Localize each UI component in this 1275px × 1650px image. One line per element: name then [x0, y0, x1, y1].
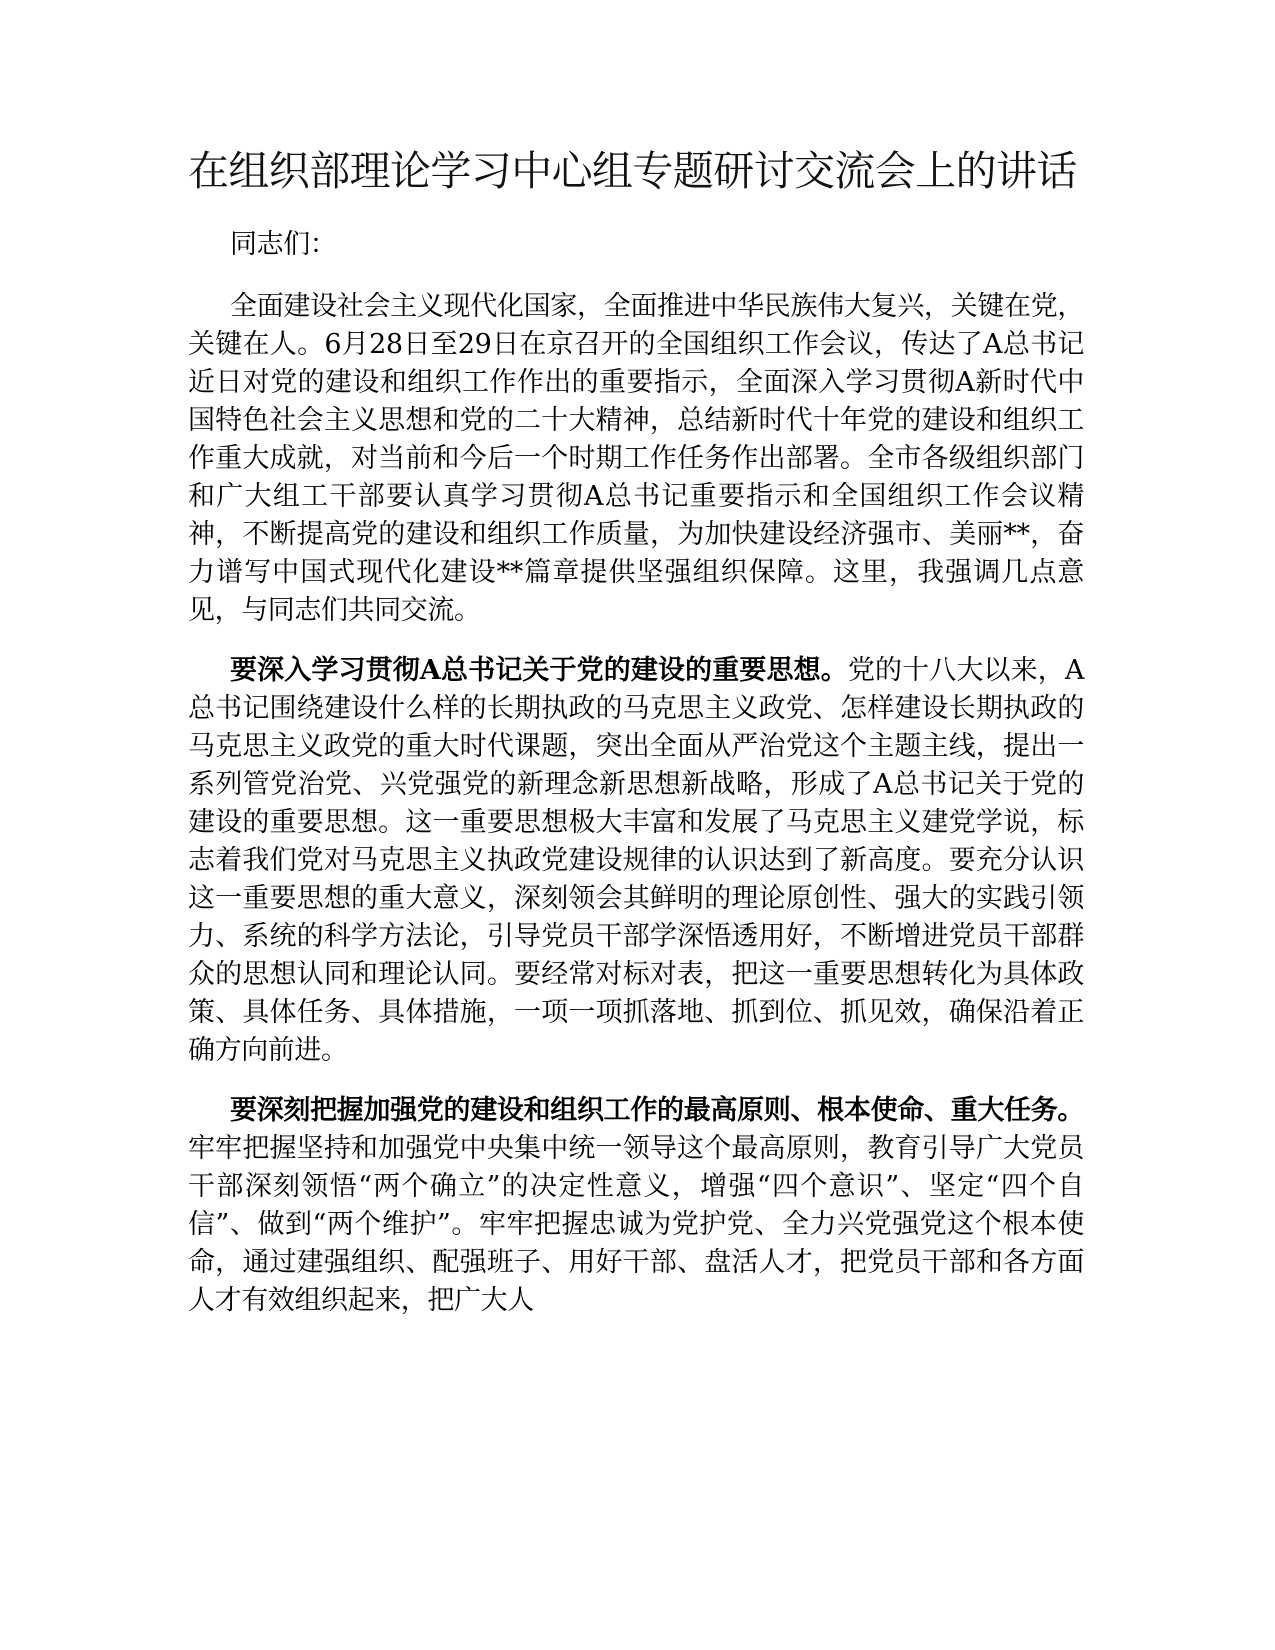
paragraph-party-building-thought — [188, 652, 1084, 1070]
paragraph-text: 党的十八大以来，A总书记围绕建设什么样的长期执政的马克思主义政党、怎样建设长期执政的马克思主义政党的重大时代课题，突出全面从严治党这个主题主线，提出一系列管党治党、兴党强党的新理念新思想新战略，形成了A总书记关于党的建设的重要思想。这一重要思想极大丰富和发展了马克思主义建党学说，标志着我们党对马克思主义执政党建设规律的认识达到了新高度。要充分认识这一重要思想的重大意义，深刻领会其鲜明的理论原创性、强大的实践引领力、系统的科学方法论，引导党员干部学深悟透用好，不断增进党员干部群众的思想认同和理论认同。要经常对标对表，把这一重要思想转化为具体政策、具体任务、具体措施，一项一项抓落地、抓到位、抓见效，确保沿着正确方向前进。 — [188, 655, 1084, 1066]
salutation: 同志们： — [230, 229, 337, 260]
document-title: 在组织部理论学习中心组专题研讨交流会上的讲话 — [188, 147, 1077, 195]
paragraph-text: 全面建设社会主义现代化国家，全面推进中华民族伟大复兴，关键在党，关键在人。6月28日至29日在京召开的全国组织工作会议，传达了A总书记近日对党的建设和组织工作作出的重要指示，全面深入学习贯彻A新时代中国特色社会主义思想和党的二十大精神，总结新时代十年党的建设和组织工作重大成就，对当前和今后一个时期工作任务作出部署。全市各级组织部门和广大组工干部要认真学习贯彻A总书记重要指示和全国组织工作会议精神，不断提高党的建设和组织工作质量，为加快建设经济强市、美丽**，奋力谱写中国式现代化建设**篇章提供坚强组织保障。这里，我强调几点意见，与同志们共同交流。 — [188, 291, 1084, 626]
document-body — [188, 142, 1084, 1320]
paragraph-intro — [188, 288, 1084, 630]
paragraph-lead: 要深刻把握加强党的建设和组织工作的最高原则、根本使命、重大任务。 — [230, 1095, 1084, 1126]
paragraph-text: 牢牢把握坚持和加强党中央集中统一领导这个最高原则，教育引导广大党员干部深刻领悟“两个确立”的决定性意义，增强“四个意识”、坚定“四个自信”、做到“两个维护”。牢牢把握忠诚为党护党、全力兴党强党这个根本使命，通过建强组织、配强班子、用好干部、盘活人才，把党员干部和各方面人才有效组织起来，把广大人 — [188, 1133, 1084, 1316]
paragraph-lead: 要深入学习贯彻A总书记关于党的建设的重要思想。 — [230, 655, 848, 686]
paragraph-highest-principle — [188, 1092, 1084, 1320]
